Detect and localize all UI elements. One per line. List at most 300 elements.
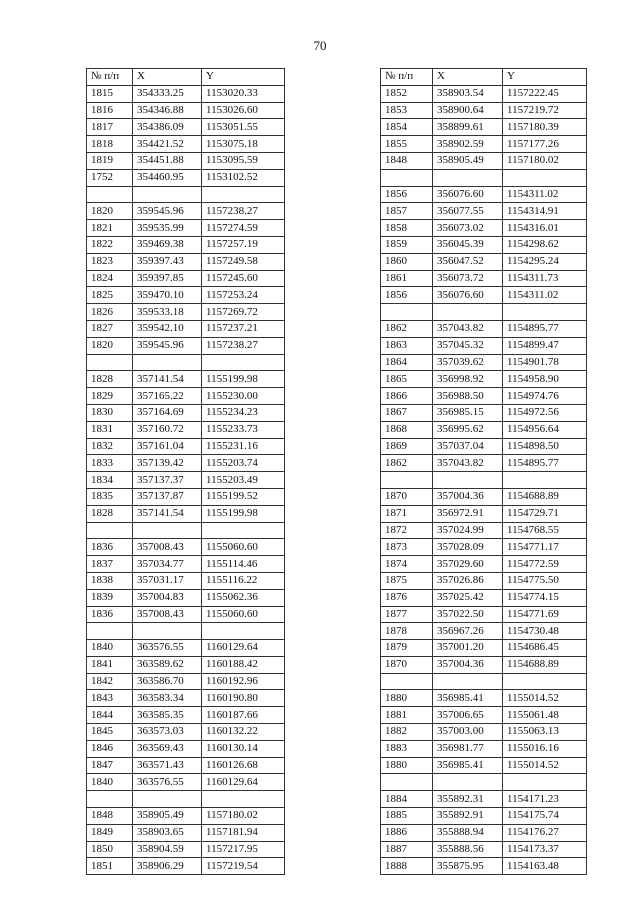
table-header-row [87,69,285,86]
x-coordinate-cell [133,623,202,640]
y-coordinate-cell: 1154771.17 [503,539,587,556]
y-coordinate-cell [503,673,587,690]
table-row [381,757,587,774]
x-coordinate-cell: 363569.43 [133,740,202,757]
point-number-cell: 1871 [381,505,433,522]
table-row [381,236,587,253]
x-coordinate-cell: 363585.35 [133,707,202,724]
y-coordinate-cell: 1155203.74 [202,455,285,472]
y-coordinate-cell: 1154901.78 [503,354,587,371]
point-number-cell: 1868 [381,421,433,438]
table-row [87,119,285,136]
table-row [381,858,587,875]
table-body-left [87,85,285,874]
x-coordinate-cell: 357025.42 [433,589,503,606]
x-coordinate-cell: 357137.37 [133,472,202,489]
y-coordinate-cell: 1157253.24 [202,287,285,304]
point-number-cell: 1886 [381,824,433,841]
y-coordinate-cell: 1154316.01 [503,220,587,237]
point-number-cell: 1829 [87,388,133,405]
header-y: Y [503,69,587,86]
point-number-cell [87,186,133,203]
point-number-cell: 1866 [381,388,433,405]
table-row [87,354,285,371]
table-body-right [381,85,587,874]
point-number-cell: 1881 [381,707,433,724]
x-coordinate-cell: 356076.60 [433,287,503,304]
y-coordinate-cell: 1157181.94 [202,824,285,841]
table-row [381,724,587,741]
x-coordinate-cell: 363583.34 [133,690,202,707]
y-coordinate-cell: 1155014.52 [503,757,587,774]
x-coordinate-cell: 359545.96 [133,337,202,354]
table-row [87,808,285,825]
point-number-cell: 1880 [381,757,433,774]
point-number-cell: 1816 [87,102,133,119]
table-row [381,354,587,371]
point-number-cell: 1820 [87,203,133,220]
table-row [381,152,587,169]
point-number-cell: 1821 [87,220,133,237]
table-row [87,337,285,354]
table-row [381,455,587,472]
y-coordinate-cell: 1154895.77 [503,455,587,472]
page-number: 70 [313,38,327,53]
table-row [381,472,587,489]
point-number-cell [381,774,433,791]
point-number-cell: 1843 [87,690,133,707]
x-coordinate-cell: 358899.61 [433,119,503,136]
table-header-row [381,69,587,86]
point-number-cell: 1873 [381,539,433,556]
point-number-cell: 1874 [381,556,433,573]
y-coordinate-cell: 1160129.64 [202,774,285,791]
table-row [87,253,285,270]
table-row [381,136,587,153]
x-coordinate-cell: 357004.83 [133,589,202,606]
x-coordinate-cell: 354451.88 [133,152,202,169]
y-coordinate-cell: 1157257.19 [202,236,285,253]
table-row [381,388,587,405]
table-row [381,673,587,690]
x-coordinate-cell: 357031.17 [133,572,202,589]
y-coordinate-cell: 1154774.15 [503,589,587,606]
table-row [87,740,285,757]
y-coordinate-cell: 1153075.18 [202,136,285,153]
point-number-cell: 1839 [87,589,133,606]
point-number-cell: 1840 [87,640,133,657]
header-number: № п/п [87,69,133,86]
x-coordinate-cell: 357006.65 [433,707,503,724]
x-coordinate-cell: 356985.41 [433,690,503,707]
table-row [87,656,285,673]
y-coordinate-cell [202,354,285,371]
point-number-cell: 1857 [381,203,433,220]
point-number-cell: 1849 [87,824,133,841]
x-coordinate-cell: 357164.69 [133,404,202,421]
y-coordinate-cell: 1157180.02 [503,152,587,169]
point-number-cell: 1842 [87,673,133,690]
table-row [381,774,587,791]
y-coordinate-cell: 1154899.47 [503,337,587,354]
y-coordinate-cell [202,186,285,203]
x-coordinate-cell: 355892.31 [433,791,503,808]
point-number-cell [87,623,133,640]
point-number-cell: 1869 [381,438,433,455]
point-number-cell: 1846 [87,740,133,757]
y-coordinate-cell: 1154771.69 [503,606,587,623]
x-coordinate-cell: 355888.56 [433,841,503,858]
x-coordinate-cell [433,304,503,321]
y-coordinate-cell [503,774,587,791]
point-number-cell: 1752 [87,169,133,186]
x-coordinate-cell: 357008.43 [133,539,202,556]
y-coordinate-cell: 1154314.91 [503,203,587,220]
y-coordinate-cell: 1160130.14 [202,740,285,757]
point-number-cell: 1864 [381,354,433,371]
point-number-cell: 1859 [381,236,433,253]
y-coordinate-cell: 1155063.13 [503,724,587,741]
point-number-cell: 1867 [381,404,433,421]
y-coordinate-cell: 1157274.59 [202,220,285,237]
point-number-cell: 1838 [87,572,133,589]
y-coordinate-cell: 1153051.55 [202,119,285,136]
point-number-cell: 1824 [87,270,133,287]
point-number-cell: 1848 [87,808,133,825]
point-number-cell [381,472,433,489]
table-row [381,438,587,455]
point-number-cell: 1826 [87,304,133,321]
table-row [87,85,285,102]
y-coordinate-cell: 1154686.45 [503,640,587,657]
table-row [381,808,587,825]
y-coordinate-cell: 1154772.59 [503,556,587,573]
point-number-cell: 1819 [87,152,133,169]
x-coordinate-cell: 357139.42 [133,455,202,472]
y-coordinate-cell: 1154729.71 [503,505,587,522]
y-coordinate-cell: 1157219.72 [503,102,587,119]
table-row [87,287,285,304]
table-row [381,539,587,556]
header-x: X [133,69,202,86]
y-coordinate-cell: 1160126.68 [202,757,285,774]
y-coordinate-cell: 1157180.02 [202,808,285,825]
x-coordinate-cell: 359397.43 [133,253,202,270]
x-coordinate-cell: 357037.04 [433,438,503,455]
table-row [87,404,285,421]
point-number-cell: 1845 [87,724,133,741]
y-coordinate-cell: 1154176.27 [503,824,587,841]
point-number-cell: 1840 [87,774,133,791]
x-coordinate-cell: 357003.00 [433,724,503,741]
y-coordinate-cell: 1154311.02 [503,186,587,203]
header-y: Y [202,69,285,86]
x-coordinate-cell: 358900.64 [433,102,503,119]
table-row [381,404,587,421]
table-row [87,304,285,321]
point-number-cell: 1888 [381,858,433,875]
y-coordinate-cell: 1157180.39 [503,119,587,136]
point-number-cell [381,304,433,321]
table-row [87,673,285,690]
table-row [87,136,285,153]
x-coordinate-cell [433,673,503,690]
point-number-cell: 1883 [381,740,433,757]
table-row [381,824,587,841]
point-number-cell [381,169,433,186]
y-coordinate-cell: 1155062.36 [202,589,285,606]
x-coordinate-cell: 357161.04 [133,438,202,455]
point-number-cell: 1862 [381,320,433,337]
x-coordinate-cell: 358903.54 [433,85,503,102]
x-coordinate-cell: 355888.94 [433,824,503,841]
coordinates-table-left [86,68,285,875]
x-coordinate-cell: 357160.72 [133,421,202,438]
y-coordinate-cell: 1154311.73 [503,270,587,287]
x-coordinate-cell: 356985.15 [433,404,503,421]
x-coordinate-cell: 355875.95 [433,858,503,875]
x-coordinate-cell: 356972.91 [433,505,503,522]
table-row [87,186,285,203]
point-number-cell: 1856 [381,186,433,203]
table-row [87,556,285,573]
y-coordinate-cell: 1154163.48 [503,858,587,875]
y-coordinate-cell: 1154688.89 [503,488,587,505]
x-coordinate-cell [133,791,202,808]
x-coordinate-cell: 356047.52 [433,253,503,270]
x-coordinate-cell: 357034.77 [133,556,202,573]
point-number-cell: 1878 [381,623,433,640]
table-row [87,623,285,640]
table-row [87,388,285,405]
point-number-cell: 1870 [381,488,433,505]
point-number-cell: 1820 [87,337,133,354]
x-coordinate-cell: 357043.82 [433,455,503,472]
table-row [381,320,587,337]
x-coordinate-cell: 356073.72 [433,270,503,287]
point-number-cell: 1822 [87,236,133,253]
header-x: X [433,69,503,86]
y-coordinate-cell: 1154768.55 [503,522,587,539]
y-coordinate-cell [202,791,285,808]
table-row [87,791,285,808]
y-coordinate-cell: 1154295.24 [503,253,587,270]
x-coordinate-cell: 357008.43 [133,606,202,623]
table-row [381,203,587,220]
table-row [87,169,285,186]
x-coordinate-cell: 363576.55 [133,640,202,657]
x-coordinate-cell: 359533.18 [133,304,202,321]
y-coordinate-cell: 1154958.90 [503,371,587,388]
point-number-cell: 1854 [381,119,433,136]
x-coordinate-cell: 357029.60 [433,556,503,573]
x-coordinate-cell: 356981.77 [433,740,503,757]
point-number-cell: 1885 [381,808,433,825]
x-coordinate-cell [433,169,503,186]
y-coordinate-cell: 1157219.54 [202,858,285,875]
x-coordinate-cell: 357045.32 [433,337,503,354]
point-number-cell: 1877 [381,606,433,623]
point-number-cell: 1852 [381,85,433,102]
point-number-cell: 1880 [381,690,433,707]
x-coordinate-cell: 357004.36 [433,488,503,505]
table-row [381,572,587,589]
y-coordinate-cell: 1157222.45 [503,85,587,102]
x-coordinate-cell [133,522,202,539]
y-coordinate-cell: 1160188.42 [202,656,285,673]
point-number-cell: 1851 [87,858,133,875]
point-number-cell: 1844 [87,707,133,724]
y-coordinate-cell: 1160192.96 [202,673,285,690]
x-coordinate-cell: 356967.26 [433,623,503,640]
table-row [381,505,587,522]
x-coordinate-cell: 358905.49 [433,152,503,169]
y-coordinate-cell: 1160187.66 [202,707,285,724]
table-row [381,337,587,354]
table-row [87,589,285,606]
table-row [381,656,587,673]
table-row [87,707,285,724]
point-number-cell: 1863 [381,337,433,354]
table-row [87,572,285,589]
y-coordinate-cell: 1153102.52 [202,169,285,186]
table-row [381,841,587,858]
point-number-cell: 1853 [381,102,433,119]
y-coordinate-cell: 1155114.46 [202,556,285,573]
x-coordinate-cell: 358904.59 [133,841,202,858]
table-row [381,85,587,102]
table-row [87,606,285,623]
x-coordinate-cell: 359535.99 [133,220,202,237]
x-coordinate-cell: 363573.03 [133,724,202,741]
point-number-cell [87,791,133,808]
y-coordinate-cell: 1155230.00 [202,388,285,405]
table-row [381,102,587,119]
x-coordinate-cell: 363576.55 [133,774,202,791]
point-number-cell: 1828 [87,505,133,522]
point-number-cell: 1848 [381,152,433,169]
x-coordinate-cell: 354460.95 [133,169,202,186]
point-number-cell: 1827 [87,320,133,337]
y-coordinate-cell: 1155199.98 [202,371,285,388]
y-coordinate-cell: 1157177.26 [503,136,587,153]
point-number-cell: 1876 [381,589,433,606]
point-number-cell: 1879 [381,640,433,657]
point-number-cell: 1861 [381,270,433,287]
x-coordinate-cell: 358905.49 [133,808,202,825]
x-coordinate-cell: 356998.92 [433,371,503,388]
y-coordinate-cell: 1154311.02 [503,287,587,304]
table-row [381,556,587,573]
x-coordinate-cell: 356077.55 [433,203,503,220]
table-row [381,707,587,724]
point-number-cell: 1887 [381,841,433,858]
point-number-cell: 1856 [381,287,433,304]
x-coordinate-cell: 357024.99 [433,522,503,539]
x-coordinate-cell: 357022.50 [433,606,503,623]
y-coordinate-cell [503,169,587,186]
point-number-cell: 1837 [87,556,133,573]
x-coordinate-cell: 363589.62 [133,656,202,673]
point-number-cell: 1882 [381,724,433,741]
x-coordinate-cell: 357004.36 [433,656,503,673]
point-number-cell: 1834 [87,472,133,489]
y-coordinate-cell: 1157217.95 [202,841,285,858]
table-row [87,690,285,707]
x-coordinate-cell: 356988.50 [433,388,503,405]
point-number-cell: 1870 [381,656,433,673]
x-coordinate-cell: 354333.25 [133,85,202,102]
table-row [381,640,587,657]
point-number-cell: 1830 [87,404,133,421]
table-row [381,623,587,640]
y-coordinate-cell: 1154972.56 [503,404,587,421]
point-number-cell: 1841 [87,656,133,673]
point-number-cell: 1832 [87,438,133,455]
y-coordinate-cell: 1154175.74 [503,808,587,825]
point-number-cell: 1835 [87,488,133,505]
table-row [87,203,285,220]
table-row [381,287,587,304]
x-coordinate-cell: 363586.70 [133,673,202,690]
y-coordinate-cell: 1157238.27 [202,203,285,220]
table-row [87,522,285,539]
y-coordinate-cell: 1154956.64 [503,421,587,438]
table-row [87,488,285,505]
x-coordinate-cell: 359542.10 [133,320,202,337]
table-row [381,270,587,287]
table-row [381,791,587,808]
point-number-cell: 1836 [87,539,133,556]
table-row [87,640,285,657]
y-coordinate-cell: 1155014.52 [503,690,587,707]
x-coordinate-cell: 357141.54 [133,505,202,522]
point-number-cell: 1823 [87,253,133,270]
table-row [381,488,587,505]
table-row [87,236,285,253]
table-row [381,740,587,757]
x-coordinate-cell: 357137.87 [133,488,202,505]
table-row [381,119,587,136]
y-coordinate-cell: 1160132.22 [202,724,285,741]
table-row [87,724,285,741]
y-coordinate-cell: 1153095.59 [202,152,285,169]
table-row [87,438,285,455]
point-number-cell: 1884 [381,791,433,808]
y-coordinate-cell: 1155060.60 [202,539,285,556]
point-number-cell: 1872 [381,522,433,539]
y-coordinate-cell: 1155060.60 [202,606,285,623]
y-coordinate-cell: 1157249.58 [202,253,285,270]
table-row [87,455,285,472]
y-coordinate-cell: 1155234.23 [202,404,285,421]
y-coordinate-cell: 1157245.60 [202,270,285,287]
table-row [87,270,285,287]
y-coordinate-cell: 1154775.50 [503,572,587,589]
x-coordinate-cell [433,472,503,489]
y-coordinate-cell: 1155233.73 [202,421,285,438]
x-coordinate-cell [133,354,202,371]
y-coordinate-cell: 1154298.62 [503,236,587,253]
y-coordinate-cell: 1154898.50 [503,438,587,455]
y-coordinate-cell: 1155199.52 [202,488,285,505]
table-row [87,539,285,556]
y-coordinate-cell: 1154173.37 [503,841,587,858]
table-row [381,690,587,707]
x-coordinate-cell: 356985.41 [433,757,503,774]
table-row [381,220,587,237]
table-row [87,152,285,169]
